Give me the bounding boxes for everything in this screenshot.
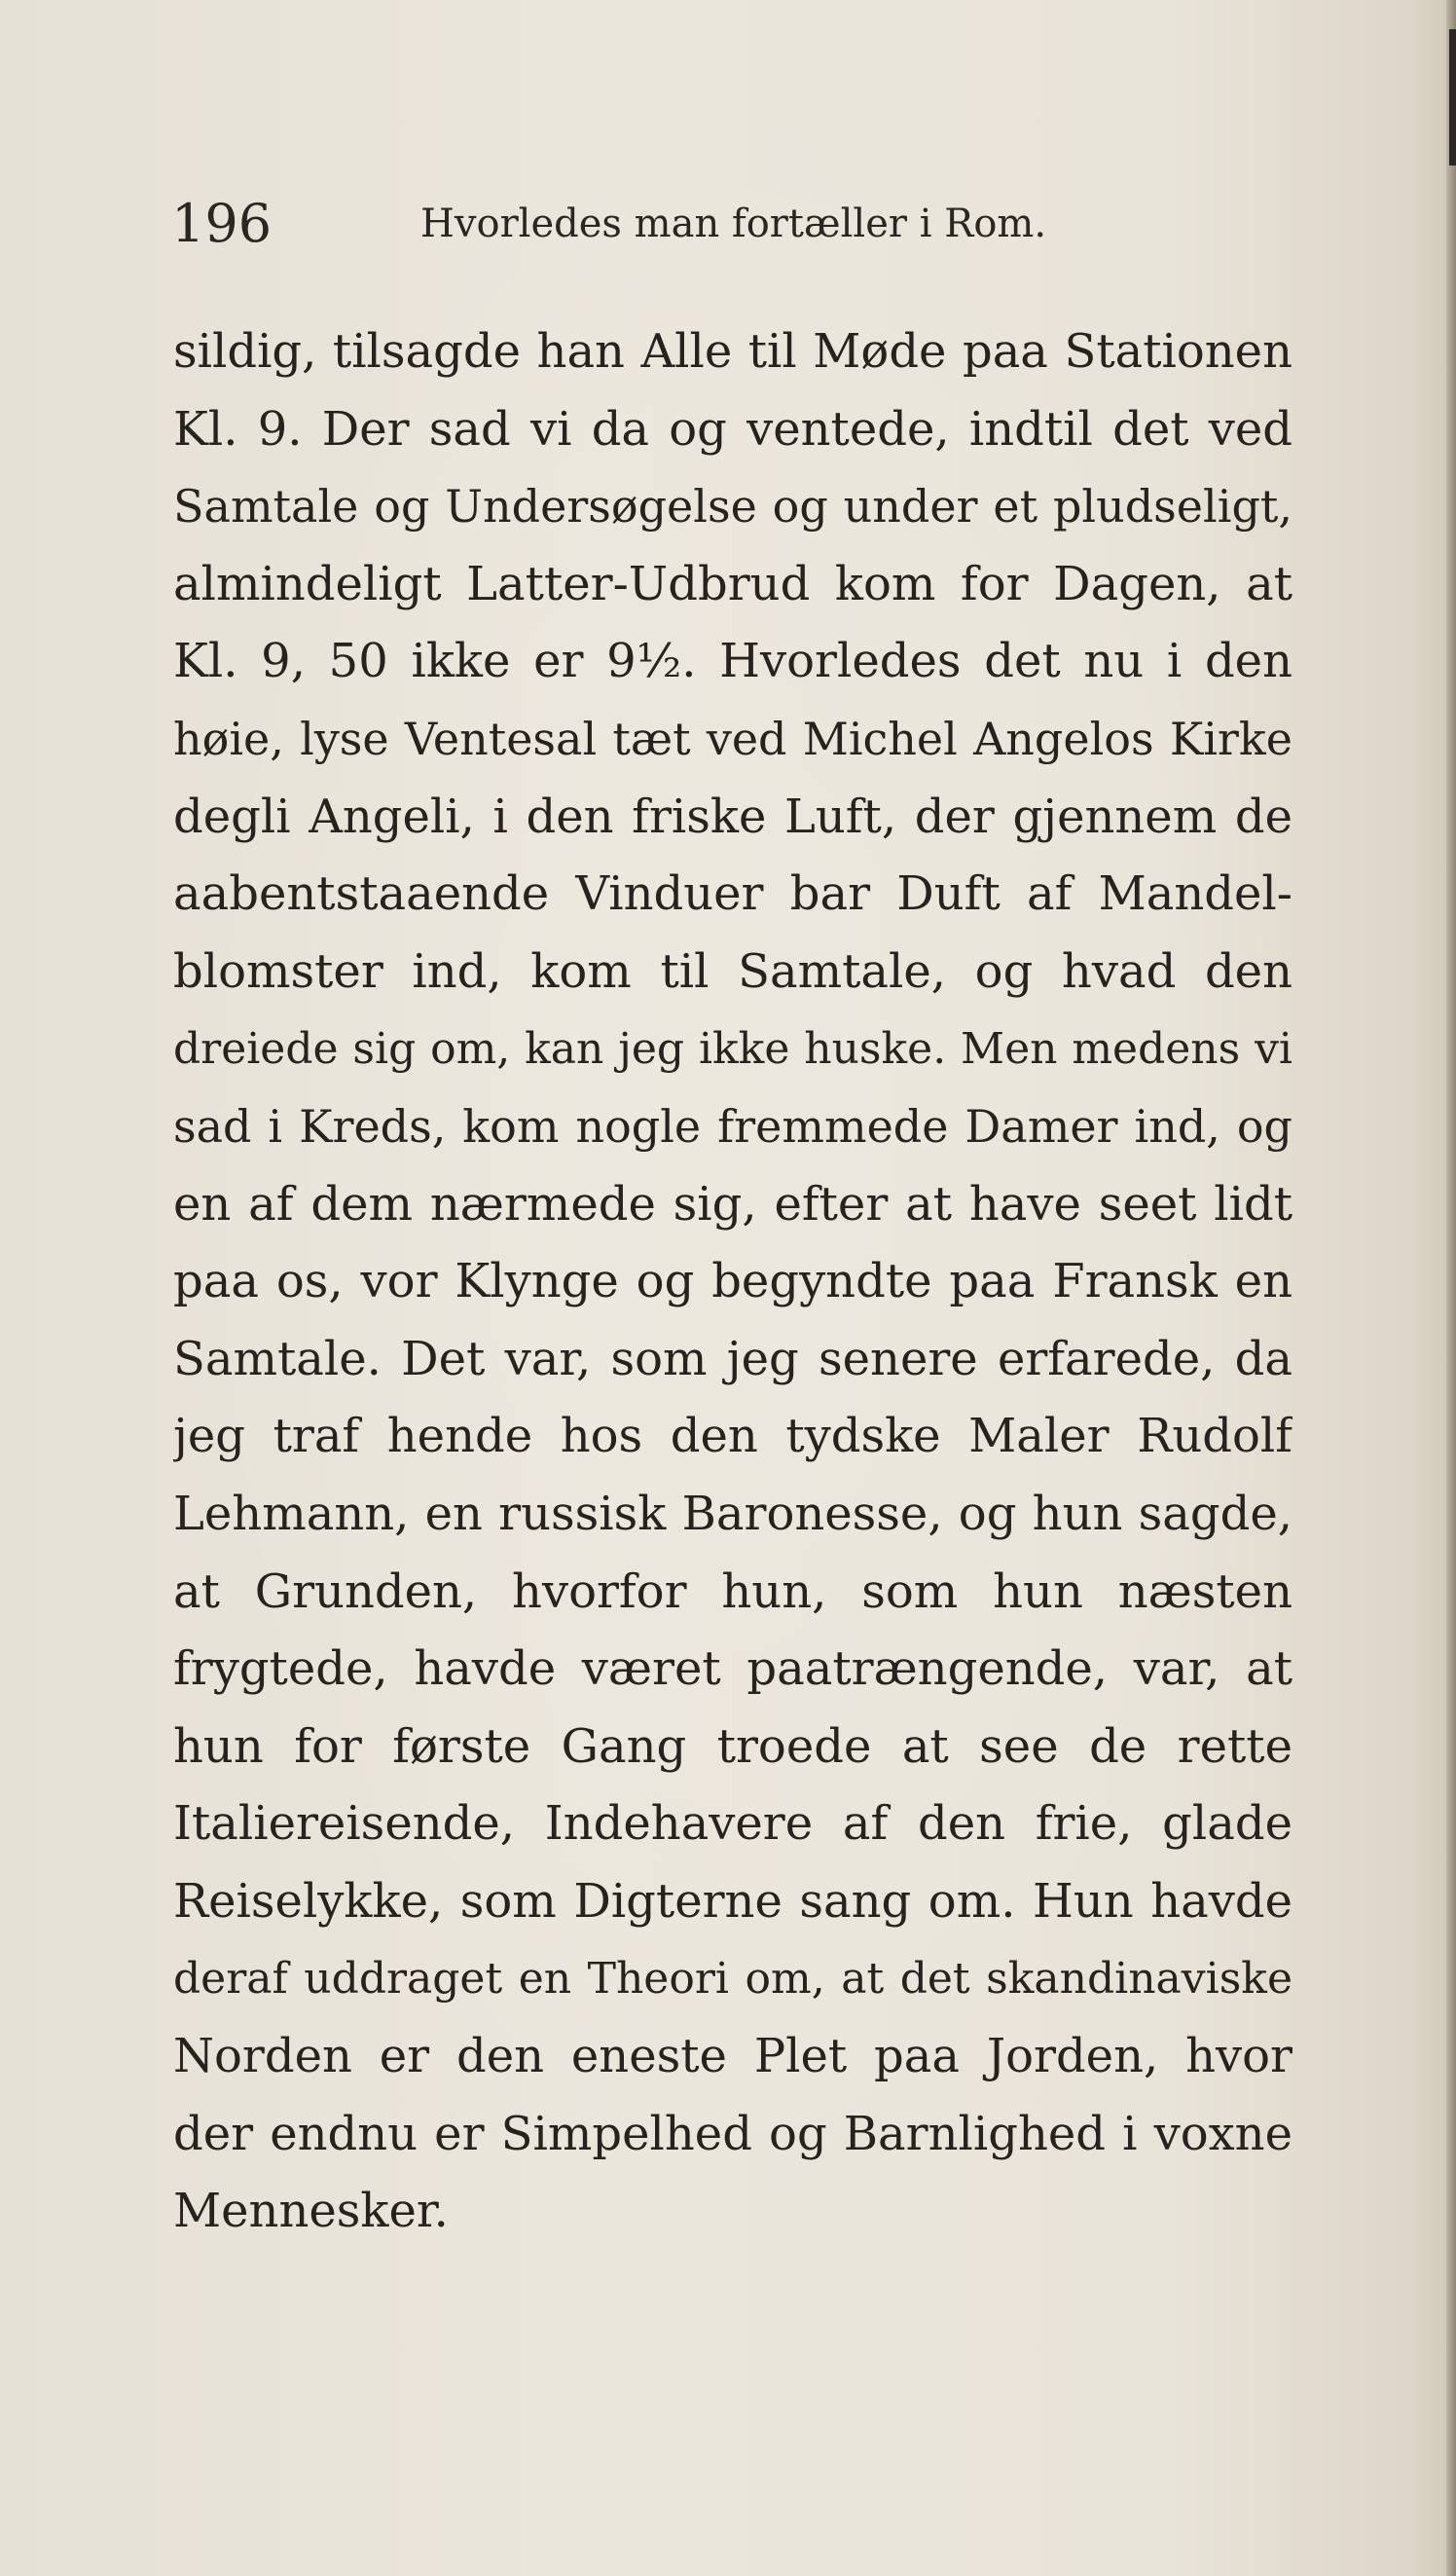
- text-line: degli Angeli, i den friske Luft, der gjennem de: [173, 789, 1292, 844]
- text-line: der endnu er Simpelhed og Barnlighed i voxne: [173, 2106, 1292, 2161]
- text-line: Italiereisende, Indehavere af den frie, glade: [173, 1796, 1292, 1852]
- text-line: Norden er den eneste Plet paa Jorden, hvor: [173, 2029, 1292, 2084]
- text-line: aabentstaaende Vinduer bar Duft af Mandel-: [173, 866, 1292, 922]
- text-line: blomster ind, kom til Samtale, og hvad den: [173, 943, 1292, 999]
- page-number: 196: [171, 193, 273, 254]
- page-header: [0, 185, 1456, 263]
- text-line: en af dem nærmede sig, efter at have seet lidt: [173, 1176, 1292, 1232]
- text-line: Kl. 9, 50 ikke er 9½. Hvorledes det nu i den: [173, 634, 1292, 689]
- text-line: Mennesker.: [173, 2184, 449, 2239]
- text-line: høie, lyse Ventesal tæt ved Michel Angelos Kirke: [173, 712, 1292, 765]
- text-line: sad i Kreds, kom nogle fremmede Damer ind, og: [173, 1099, 1292, 1153]
- text-line: almindeligt Latter-Udbrud kom for Dagen, at: [173, 556, 1292, 611]
- text-line: Samtale og Undersøgelse og under et pludseligt,: [173, 480, 1292, 534]
- text-line: sildig, tilsagde han Alle til Møde paa Stationen: [173, 324, 1292, 379]
- text-line: Samtale. Det var, som jeg senere erfarede, da: [173, 1331, 1292, 1386]
- page-edge-shadow: [1446, 0, 1456, 2576]
- running-head: Hvorledes man fortæller i Rom.: [420, 202, 1047, 246]
- text-line: Reiselykke, som Digterne sang om. Hun havde: [173, 1873, 1292, 1929]
- text-line: jeg traf hende hos den tydske Maler Rudolf: [173, 1409, 1292, 1464]
- binding-mark: [1449, 29, 1456, 166]
- body-text: [173, 313, 1292, 2251]
- text-line: frygtede, havde været paatrængende, var, at: [173, 1641, 1292, 1697]
- text-line: hun for første Gang troede at see de rette: [173, 1718, 1292, 1774]
- text-line: at Grunden, hvorfor hun, som hun næsten: [173, 1564, 1292, 1619]
- text-line: dreiede sig om, kan jeg ikke huske. Men medens vi: [173, 1024, 1292, 1075]
- text-line: Lehmann, en russisk Baronesse, og hun sagde,: [173, 1486, 1292, 1541]
- text-line: Kl. 9. Der sad vi da og ventede, indtil det ved: [173, 401, 1292, 457]
- text-line: paa os, vor Klynge og begyndte paa Fransk en: [173, 1254, 1292, 1309]
- text-line: deraf uddraget en Theori om, at det skandinaviske: [173, 1954, 1292, 2005]
